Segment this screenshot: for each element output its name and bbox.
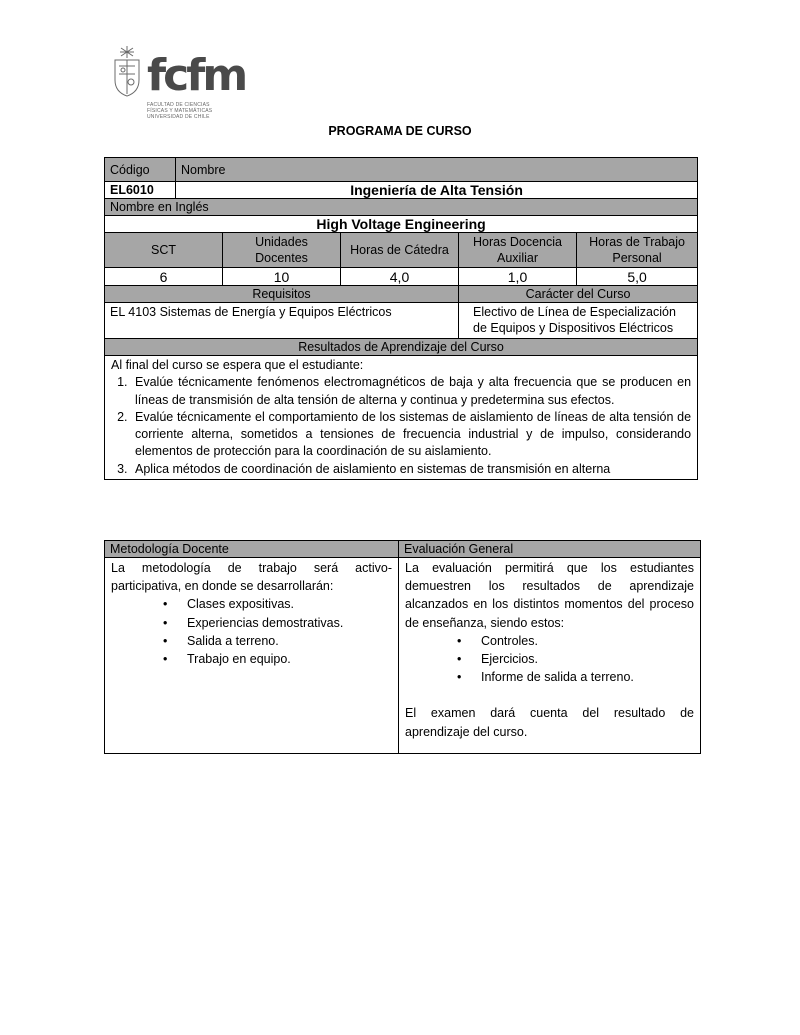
methodology-evaluation-table — [104, 540, 701, 754]
methodology-body — [105, 558, 399, 754]
list-item: • Clases expositivas. — [187, 595, 392, 613]
auxiliary-hours-header: Horas Docencia Auxiliar — [459, 233, 577, 268]
outcomes-body — [105, 356, 698, 480]
teaching-units-value: 10 — [223, 268, 341, 286]
code-header: Código — [105, 158, 176, 182]
methodology-header: Metodología Docente — [105, 541, 399, 558]
methodology-intro: La metodología de trabajo será activo-participativa, en donde se desarrollarán: — [111, 561, 392, 594]
outcomes-intro: Al final del curso se espera que el estudiante: — [111, 358, 364, 372]
list-item: • Ejercicios. — [481, 650, 694, 668]
list-item: • Trabajo en equipo. — [187, 650, 392, 668]
evaluation-list — [405, 632, 694, 687]
sct-header: SCT — [105, 233, 223, 268]
name-header: Nombre — [176, 158, 698, 182]
logo-subtitle: FACULTAD DE CIENCIAS FÍSICAS Y MATEMÁTICAS UNIVERSIDAD DE CHILE — [147, 102, 213, 120]
list-item: • Informe de salida a terreno. — [481, 668, 694, 686]
list-item: • Controles. — [481, 632, 694, 650]
lecture-hours-value: 4,0 — [341, 268, 459, 286]
logo-wordmark: fcfm — [147, 50, 246, 101]
auxiliary-hours-value: 1,0 — [459, 268, 577, 286]
character-value: Electivo de Línea de Especialización de Equipos y Dispositivos Eléctricos — [459, 303, 698, 339]
page-title: PROGRAMA DE CURSO — [328, 124, 472, 138]
course-english-name: High Voltage Engineering — [105, 216, 698, 233]
evaluation-body — [399, 558, 701, 754]
requirements-header: Requisitos — [105, 286, 459, 303]
personal-hours-header: Horas de Trabajo Personal — [577, 233, 698, 268]
requirements-value: EL 4103 Sistemas de Energía y Equipos Eléctricos — [105, 303, 459, 339]
evaluation-closing: El examen dará cuenta del resultado de aprendizaje del curso. — [405, 706, 694, 739]
character-header: Carácter del Curso — [459, 286, 698, 303]
list-item: • Salida a terreno. — [187, 632, 392, 650]
personal-hours-value: 5,0 — [577, 268, 698, 286]
lecture-hours-header: Horas de Cátedra — [341, 233, 459, 268]
evaluation-header: Evaluación General — [399, 541, 701, 558]
university-seal-icon — [109, 44, 145, 100]
methodology-list — [111, 595, 392, 668]
sct-value: 6 — [105, 268, 223, 286]
evaluation-intro: La evaluación permitirá que los estudiantes demuestren los resultados de aprendizaje alcanzados en los distintos momentos del proceso de enseñanza, siendo estos: — [405, 561, 694, 630]
outcomes-header: Resultados de Aprendizaje del Curso — [105, 339, 698, 356]
list-item: 2. Evalúe técnicamente el comportamiento de los sistemas de aislamiento de líneas de alta tensión de corriente alterna, sometidos a tensiones de frecuencia industrial y de impulso, considerando elementos de protección para la coordinación de su aislamiento. — [131, 409, 691, 461]
outcomes-list — [111, 374, 691, 478]
english-name-header: Nombre en Inglés — [105, 199, 698, 216]
fcfm-logo — [109, 44, 246, 126]
list-item: 3. Aplica métodos de coordinación de aislamiento en sistemas de transmisión en alterna — [131, 461, 691, 478]
course-name: Ingeniería de Alta Tensión — [176, 182, 698, 199]
course-table — [104, 157, 698, 480]
list-item: 1. Evalúe técnicamente fenómenos electromagnéticos de baja y alta frecuencia que se producen en líneas de transmisión de alta tensión de alterna y continua y predetermina sus efectos. — [131, 374, 691, 409]
teaching-units-header: Unidades Docentes — [223, 233, 341, 268]
list-item: • Experiencias demostrativas. — [187, 614, 392, 632]
course-code: EL6010 — [105, 182, 176, 199]
